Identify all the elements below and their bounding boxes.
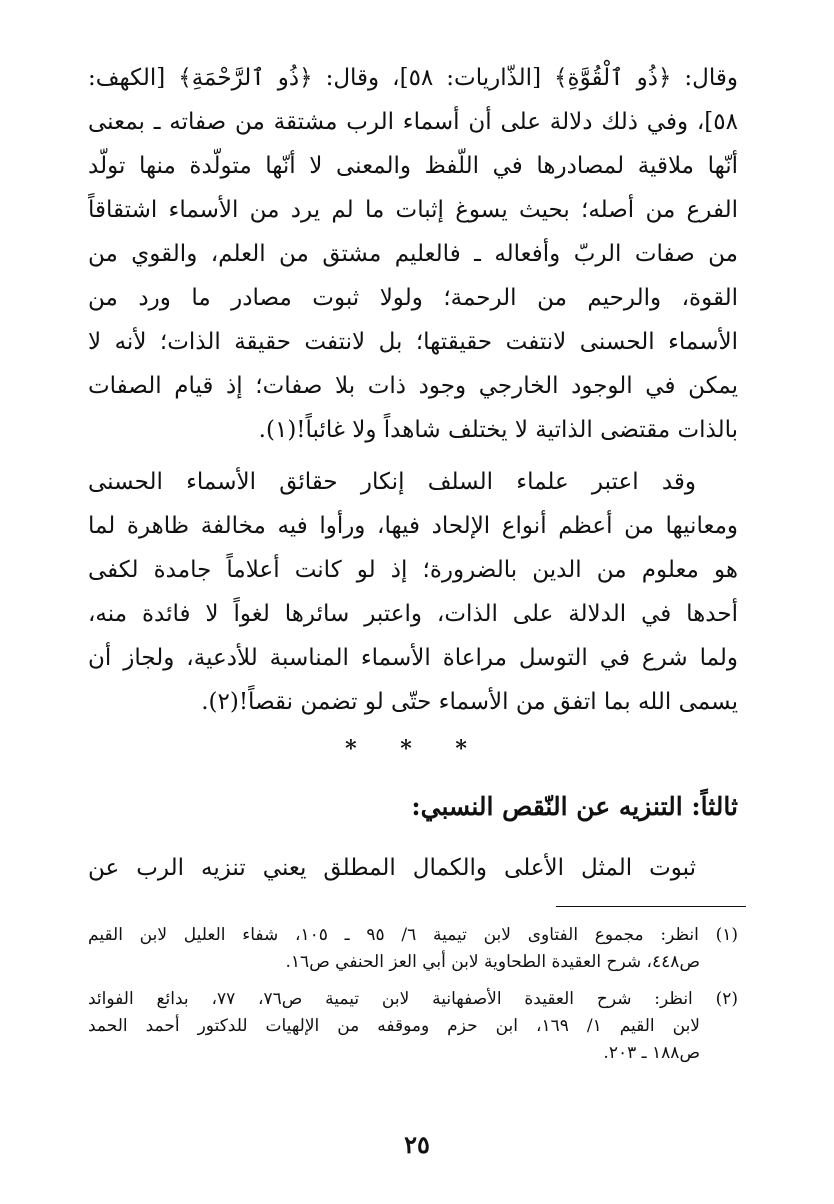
text-line: الفرع من أصله؛ بحيث يسوغ إثبات ما لم يرد من الأسماء اشتقاقاً (88, 197, 738, 223)
text-line: وقال: ﴿ذُو ٱلْقُوَّةِ﴾ [الذّاريات: ٥٨]، وقال: ﴿ذُو ٱلرَّحْمَةِ﴾ [الكهف: (88, 65, 738, 91)
section-separator: * * * (345, 736, 485, 762)
text-line: وقد اعتبر علماء السلف إنكار حقائق الأسماء الحسنى (88, 469, 696, 495)
footnote-divider (556, 906, 746, 907)
footnote-line: لابن القيم ١/ ١٦٩، ابن حزم وموقفه من الإلهيات للدكتور أحمد الحمد (88, 1016, 700, 1036)
footnote-1 (88, 922, 738, 976)
page-number: ٢٥ (404, 1130, 430, 1159)
paragraph-2 (88, 460, 738, 724)
footnotes (88, 922, 738, 1067)
text-line: ولما شرع في التوسل مراعاة الأسماء المناسبة للأدعية، ولجاز أن (88, 645, 738, 671)
paragraph-1 (88, 56, 738, 452)
footnote-line: (١) انظر: مجموع الفتاوى لابن تيمية ٦/ ٩٥ ـ ١٠٥، شفاء العليل لابن القيم (88, 925, 738, 945)
footnote-line: ص٤٤٨، شرح العقيدة الطحاوية لابن أبي العز الحنفي ص١٦. (285, 952, 700, 972)
text-line: ٥٨]، وفي ذلك دلالة على أن أسماء الرب مشتقة من صفاته ـ بمعنى (88, 109, 738, 135)
text-line: أحدها في الدلالة على الذات، واعتبر سائرها لغواً لا فائدة منه، (88, 601, 738, 627)
footnote-2 (88, 986, 738, 1067)
text-line: هو معلوم من الدين بالضرورة؛ إذ لو كانت أعلاماً جامدة لكفى (88, 557, 738, 583)
footnote-line: (٢) انظر: شرح العقيدة الأصفهانية لابن تيمية ص٧٦، ٧٧، بدائع الفوائد (88, 989, 739, 1009)
text-line: الأسماء الحسنى لانتفت حقيقتها؛ بل لانتفت حقيقة الذات؛ لأنه لا (88, 329, 738, 355)
footnote-line: ص١٨٨ ـ ٢٠٣. (603, 1043, 700, 1063)
text-line: يسمى الله بما اتفق من الأسماء حتّى لو تضمن نقصاً!(٢). (201, 689, 738, 715)
text-line: بالذات مقتضى الذاتية لا يختلف شاهداً ولا غائباً!(١). (258, 417, 738, 443)
heading-label: ثالثاً: (691, 792, 738, 821)
heading-title: التنزيه عن النّقص النسبي: (411, 792, 683, 821)
text-line: من صفات الربّ وأفعاله ـ فالعليم مشتق من العلم، والقوي من (88, 241, 738, 267)
text-line: ومعانيها من أعظم أنواع الإلحاد فيها، ورأوا فيه مخالفة ظاهرة لما (88, 513, 738, 539)
section-heading (411, 792, 738, 821)
text-line: القوة، والرحيم من الرحمة؛ ولولا ثبوت مصادر ما ورد من (88, 285, 738, 311)
text-line: أنّها ملاقية لمصادرها في اللّفظ والمعنى لا أنّها متولّدة منها تولّد (88, 153, 738, 179)
text-line: ثبوت المثل الأعلى والكمال المطلق يعني تنزيه الرب عن (88, 855, 696, 881)
paragraph-3 (88, 846, 738, 890)
text-line: يمكن في الوجود الخارجي وجود ذات بلا صفات؛ إذ قيام الصفات (88, 373, 738, 399)
